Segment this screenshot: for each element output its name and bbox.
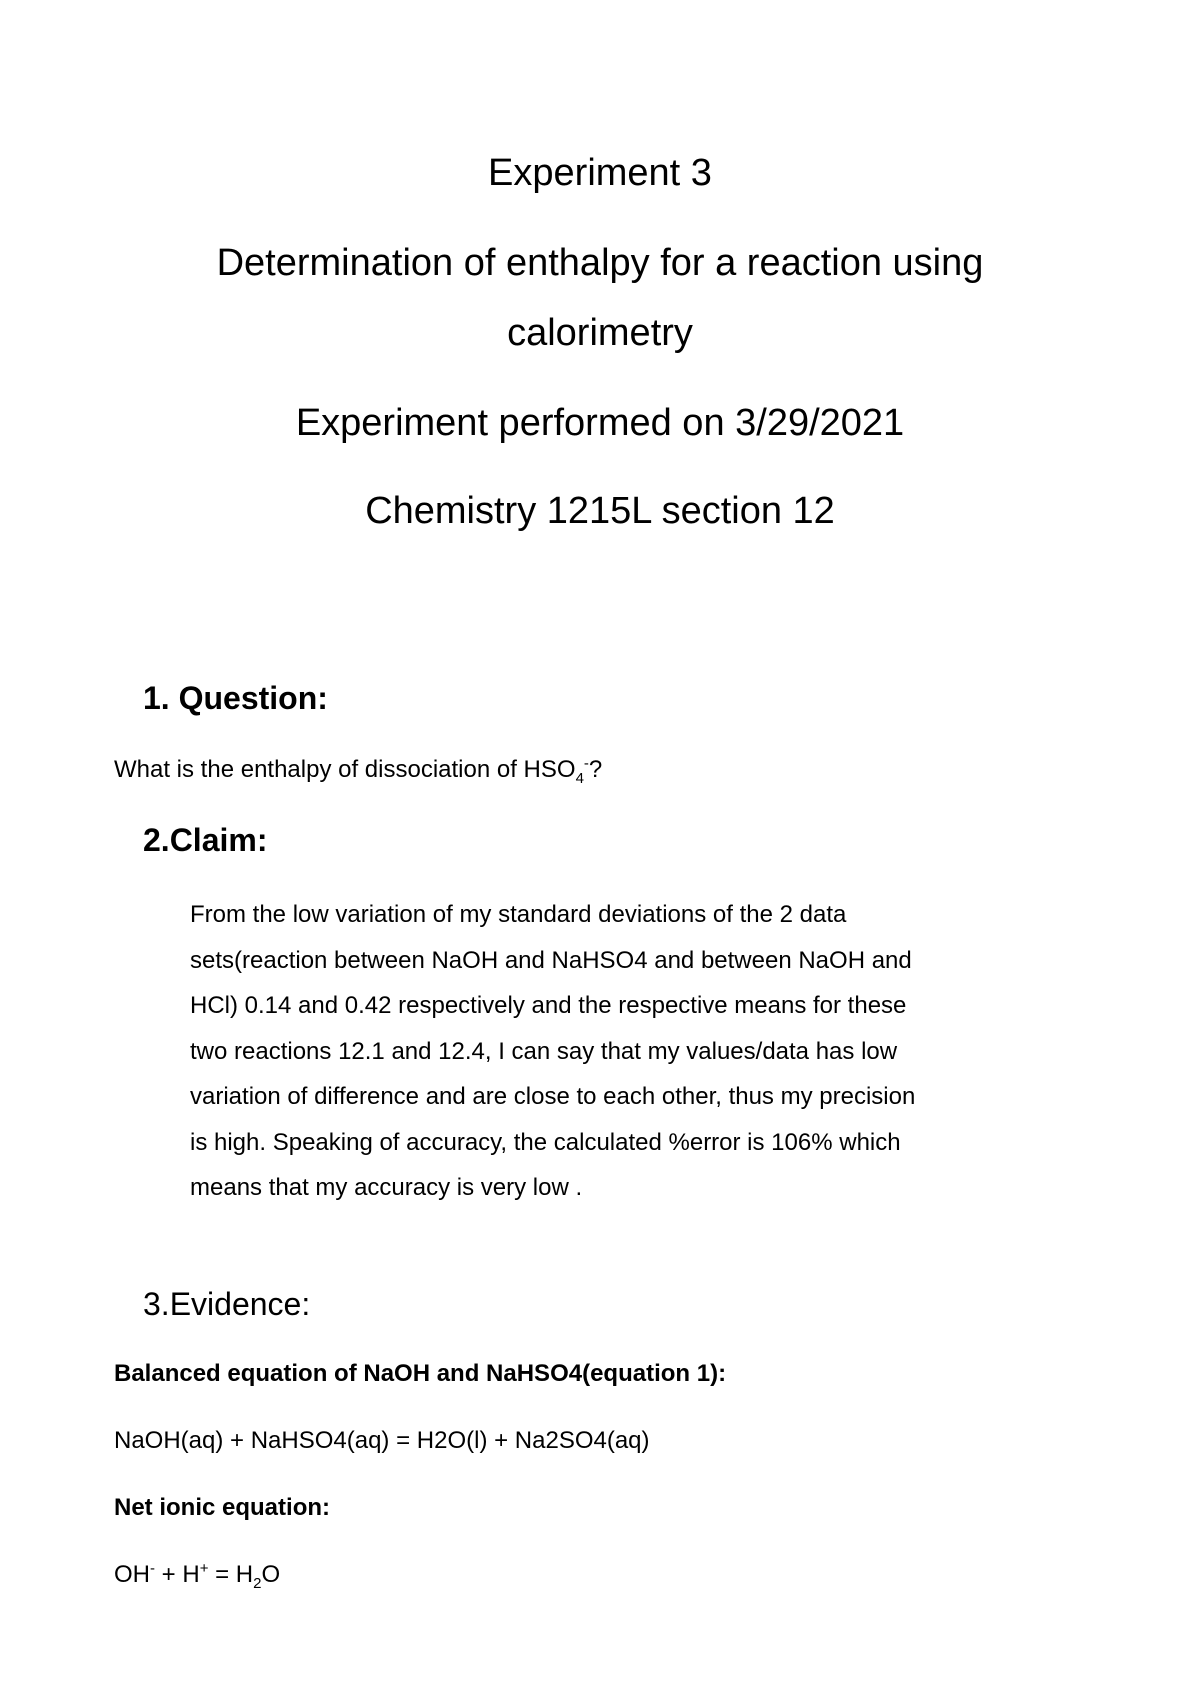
claim-paragraph	[190, 892, 1110, 1211]
claim-line: HCl) 0.14 and 0.42 respectively and the respective means for these	[190, 992, 907, 1019]
question-mark: ?	[588, 756, 603, 783]
title-line-2: calorimetry	[507, 312, 693, 354]
balanced-equation: NaOH(aq) + NaHSO4(aq) = H2O(l) + Na2SO4(aq)	[114, 1427, 650, 1454]
claim-line: sets(reaction between NaOH and NaHSO4 and between NaOH and	[190, 946, 912, 974]
claim-heading: 2.Claim:	[143, 822, 268, 858]
net-ionic-label: Net ionic equation:	[114, 1494, 330, 1521]
claim-line: is high. Speaking of accuracy, the calculated %error is 106% which	[190, 1128, 901, 1156]
water-o: O	[261, 1561, 281, 1588]
course-section: Chemistry 1215L section 12	[365, 490, 835, 532]
claim-line: two reactions 12.1 and 12.4, I can say that my values/data has low	[190, 1037, 898, 1065]
water-subscript: 2	[253, 1574, 262, 1592]
hydroxide: OH	[114, 1561, 150, 1588]
experiment-number: Experiment 3	[488, 152, 712, 194]
hydrogen: + H	[155, 1561, 200, 1588]
question-heading: 1. Question:	[143, 680, 328, 716]
claim-line: From the low variation of my standard deviations of the 2 data	[190, 901, 847, 928]
claim-line: means that my accuracy is very low .	[190, 1174, 583, 1201]
claim-line: variation of difference and are close to each other, thus my precision	[190, 1083, 916, 1110]
question-text-main: What is the enthalpy of dissociation of HSO	[114, 756, 576, 783]
question-subscript: 4	[575, 769, 584, 787]
performed-date: Experiment performed on 3/29/2021	[295, 402, 905, 444]
water-h: = H	[208, 1561, 254, 1588]
net-ionic-equation	[114, 1560, 280, 1592]
question-text	[114, 755, 602, 787]
title-line-1: Determination of enthalpy for a reaction using	[216, 242, 984, 284]
evidence-heading: 3.Evidence:	[143, 1286, 311, 1322]
balanced-equation-label: Balanced equation of NaOH and NaHSO4(equation 1):	[114, 1360, 727, 1387]
hydrogen-charge: +	[199, 1560, 209, 1577]
hydroxide-charge: -	[150, 1560, 155, 1577]
question-superscript: -	[583, 755, 589, 772]
